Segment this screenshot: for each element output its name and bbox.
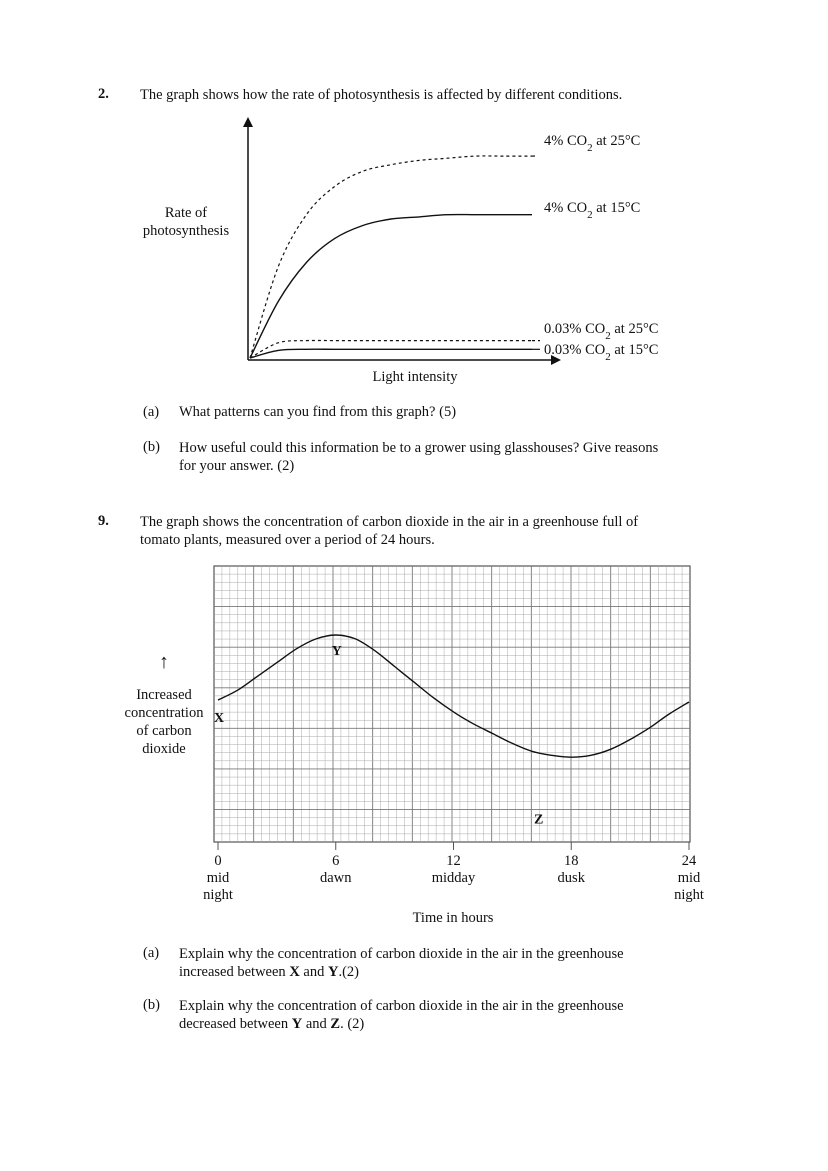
q9-tick-label: 12 <box>446 853 461 869</box>
q9-part-a-and: and <box>299 964 328 980</box>
q9-x-axis-label: Time in hours <box>412 910 494 926</box>
q9-tick-label: dusk <box>557 870 585 886</box>
q9-tick-label: mid <box>206 870 230 886</box>
q2-series-line-3 <box>250 349 532 358</box>
q2-y-label-line2: photosynthesis <box>142 223 230 239</box>
q9-part-b-label: (b) <box>143 997 160 1013</box>
question-number-9: 9. <box>98 513 109 529</box>
q9-part-b-pre: decreased between <box>179 1016 292 1032</box>
q9-y-label-line3: of carbon <box>136 723 192 739</box>
q9-tick-label: night <box>203 887 233 903</box>
q9-part-a-y: Y <box>327 964 339 980</box>
q9-part-a-x: X <box>289 964 300 980</box>
q2-part-b-label: (b) <box>143 439 160 455</box>
q2-y-label-line1: Rate of <box>164 205 208 221</box>
q9-tick-label: 6 <box>332 853 340 869</box>
q9-tick-label: midday <box>431 870 476 886</box>
q9-part-b-end: . (2) <box>340 1016 365 1032</box>
q9-intro-line2: tomato plants, measured over a period of 24 hours. <box>140 532 435 548</box>
q9-part-b-z: Z <box>330 1016 341 1032</box>
q2-part-b-text <box>179 439 658 475</box>
q9-tick-label: night <box>674 887 704 903</box>
q9-part-a-pre: increased between <box>179 964 290 980</box>
co2-concentration-chart <box>0 540 828 920</box>
q2-x-axis-label: Light intensity <box>372 369 458 385</box>
q9-y-label-line4: dioxide <box>142 741 186 757</box>
q9-tick-label: dawn <box>320 870 352 886</box>
question-number-2: 2. <box>98 86 109 102</box>
q9-part-b-y: Y <box>291 1016 303 1032</box>
q9-part-b-text <box>179 997 624 1033</box>
q9-y-label-line1: Increased <box>136 687 192 703</box>
q2-series-line-0 <box>250 156 532 358</box>
q9-part-a-label: (a) <box>143 945 160 961</box>
q2-part-b-line1: How useful could this information be to a grower using glasshouses? Give reasons <box>179 440 659 456</box>
q9-tick-label: 0 <box>214 853 222 869</box>
q9-point-label-y: Y <box>331 644 342 659</box>
q9-up-arrow-icon: ↑ <box>159 651 169 673</box>
q9-part-a-line1: Explain why the concentration of carbon dioxide in the air in the greenhouse <box>179 946 624 962</box>
q2-part-a-label: (a) <box>143 404 160 420</box>
q2-series-label-1: 4% $CO_2$ at 15°C <box>544 200 641 221</box>
q9-part-b-line2 <box>179 1015 624 1033</box>
q9-point-label-x: X <box>214 711 225 727</box>
q9-part-a-end: .(2) <box>338 964 360 980</box>
photosynthesis-chart <box>0 0 828 400</box>
q9-part-b-and: and <box>302 1016 331 1032</box>
q9-part-b-line1: Explain why the concentration of carbon dioxide in the air in the greenhouse <box>179 998 624 1014</box>
q2-part-a-text: What patterns can you find from this graph? (5) <box>179 404 457 420</box>
q9-tick-label: mid <box>677 870 701 886</box>
q9-tick-label: 24 <box>681 853 697 869</box>
q9-part-a-line2 <box>179 963 624 981</box>
q2-series-label-0: 4% $CO_2$ at 25°C <box>544 133 641 154</box>
q9-y-label-line2: concentration <box>124 705 204 721</box>
q9-point-label-z: Z <box>534 812 544 828</box>
q2-series-label-2: 0.03% $CO_2$ at 25°C <box>544 321 659 342</box>
question-2-intro: The graph shows how the rate of photosynthesis is affected by different conditions. <box>140 87 623 103</box>
q2-part-b-line2: for your answer. (2) <box>179 458 295 474</box>
q2-series-line-1 <box>250 215 532 358</box>
q2-series-label-3: 0.03% $CO_2$ at 15°C <box>544 342 659 363</box>
q9-part-a-text <box>179 945 624 981</box>
q9-intro-line1: The graph shows the concentration of carbon dioxide in the air in a greenhouse full of <box>140 514 639 530</box>
q9-tick-label: 18 <box>564 853 579 869</box>
